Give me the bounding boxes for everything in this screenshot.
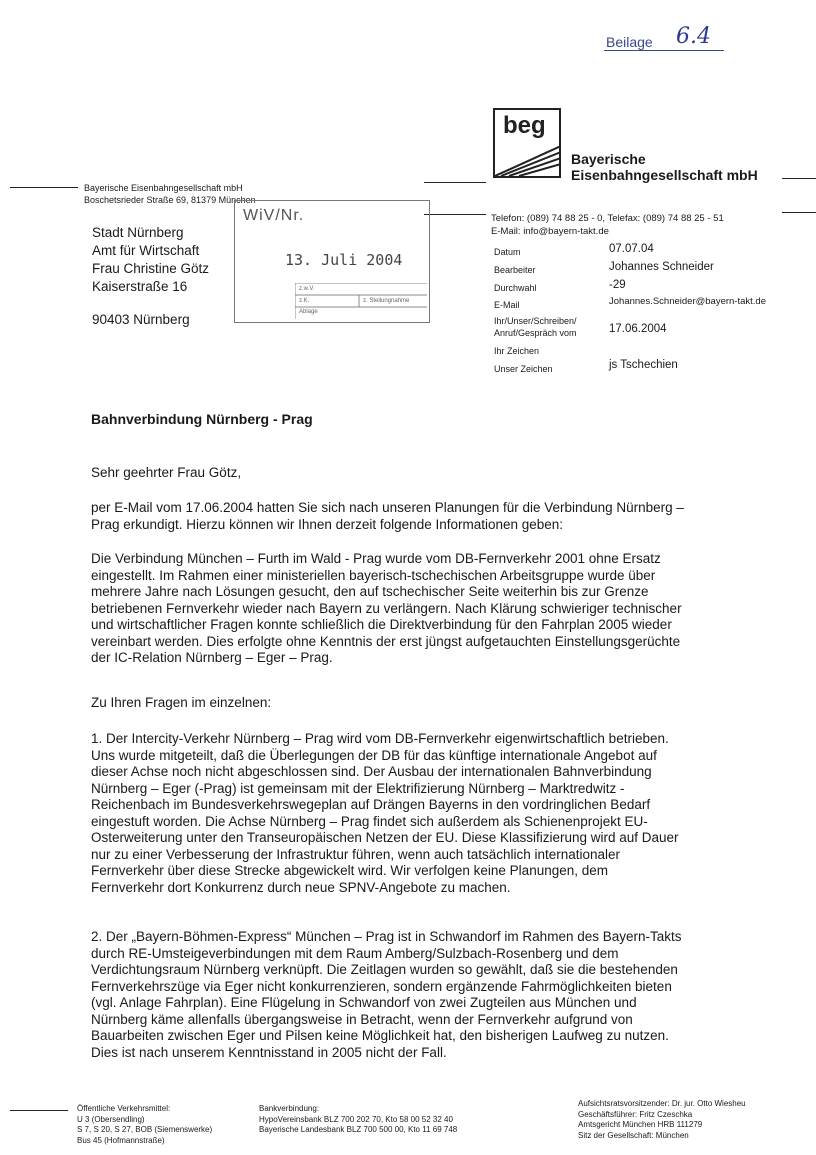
company-contact	[491, 212, 724, 238]
footer-line: U 3 (Obersendling)	[77, 1114, 145, 1124]
our-reference-value: js Tschechien	[609, 359, 678, 371]
body-line: Fernverkehr dort Konkurrenz durch neue SPNV-Angebote zu machen.	[91, 879, 511, 895]
company-logo	[493, 108, 561, 178]
fold-mark-left	[10, 187, 78, 188]
body-line: der IC-Relation Nürnberg – Eger – Prag.	[91, 650, 333, 665]
body-line: Dies ist nach unserem Kenntnisstand in 2005 nicht der Fall.	[91, 1044, 447, 1060]
letter-subject: Bahnverbindung Nürnberg - Prag	[91, 411, 313, 427]
annotation-label: Beilage	[606, 34, 653, 50]
footer-line: Geschäftsführer: Fritz Czeschka	[578, 1109, 693, 1119]
footer-company	[578, 1099, 746, 1141]
letter-greeting: Sehr geehrter Frau Götz,	[91, 465, 242, 480]
date-value: 07.07.04	[609, 243, 654, 255]
stamp-cell: z.w.V.	[299, 286, 315, 292]
body-line: vereinbart werden. Dies erfolgte ohne Kenntnis der erst jüngst aufgetauchten Einstellungsgerüchte	[91, 633, 681, 649]
body-line: und wirtschaftlicher Fragen konnte schließlich die Direktverbindung für den Fahrplan 2005 wieder	[91, 617, 672, 632]
email-label: E-Mail	[494, 300, 520, 310]
stamp-title: WiV/Nr.	[243, 207, 305, 224]
footer-transport	[77, 1104, 212, 1146]
company-name	[571, 151, 758, 183]
recipient-city: 90403 Nürnberg	[92, 312, 190, 327]
body-paragraph-4	[91, 731, 771, 896]
annotation-value: 6.4	[676, 24, 711, 49]
body-paragraph-1	[91, 500, 771, 533]
body-line: eingestuft worden. Die Achse Nürnberg – Prag findet sich außerdem als Schienenprojekt EU-	[91, 813, 648, 829]
reference-label-line2: Anruf/Gespräch vom	[494, 328, 577, 338]
footer-line: Öffentliche Verkehrsmittel:	[77, 1104, 171, 1113]
body-paragraph-3	[91, 695, 771, 712]
body-line: mehrere Jahre nach Lösungen gesucht, den auf tschechischer Seite weiterhin bis zur Grenze	[91, 584, 649, 599]
body-line: Zu Ihren Fragen im einzelnen:	[91, 695, 272, 710]
footer-line: Aufsichtsratsvorsitzender: Dr. jur. Otto Wiesheu	[578, 1099, 746, 1108]
stamp-grid	[295, 283, 427, 319]
editor-label: Bearbeiter	[494, 265, 536, 275]
received-stamp	[234, 200, 430, 323]
recipient-line: Frau Christine Götz	[92, 261, 210, 276]
body-line: Fernverkehr über diese Strecke abgewickelt wird. Wir verfolgen keine Planungen, dem	[91, 863, 609, 878]
footer-fold-mark	[10, 1110, 68, 1111]
body-line: durch RE-Umsteigeverbindungen mit dem Raum Amberg/Sulzbach-Rosenberg und dem	[91, 945, 619, 961]
body-line: (vgl. Anlage Fahrplan). Eine Flügelung in Schwandorf von zwei Zugteilen aus München und	[91, 995, 637, 1010]
body-line: betriebenen Fernverkehr wieder nach Bayern zu verlängern. Nach Klärung schwieriger technischer	[91, 600, 682, 616]
reference-label-line1: Ihr/Unser/Schreiben/	[494, 316, 577, 326]
footer-line: Bayerische Landesbank BLZ 700 500 00, Kto 11 69 748	[259, 1125, 458, 1134]
contact-phone: Telefon: (089) 74 88 25 - 0, Telefax: (089) 74 88 25 - 51	[491, 213, 724, 224]
body-line: 2. Der „Bayern-Böhmen-Express“ München – Prag ist in Schwandorf im Rahmen des Bayern-Takts	[91, 929, 682, 944]
body-line: Fernverkehrszüge via Eger nicht konkurrenzieren, sondern ergänzende Fahrmöglichkeiten bieten	[91, 978, 672, 994]
annotation-underline	[604, 50, 724, 51]
extension-value: -29	[609, 279, 626, 291]
stamp-cell: z.K.	[299, 298, 310, 304]
header-rule-right	[782, 178, 816, 179]
footer-line: HypoVereinsbank BLZ 700 202 70, Kto 58 00 52 32 40	[259, 1114, 453, 1124]
body-line: Bauarbeiten zwischen Eger und Pilsen keine Möglichkeit hat, den bisherigen Laufweg zu nutzen.	[91, 1028, 669, 1043]
body-line: Reichenbach im Bundesverkehrswegeplan auf Drängen Bayerns in den vordringlichen Bedarf	[91, 797, 651, 812]
footer-line: Amtsgericht München HRB 111279	[578, 1120, 703, 1129]
body-line: Die Verbindung München – Furth im Wald - Prag wurde vom DB-Fernverkehr 2001 ohne Ersatz	[91, 551, 661, 566]
company-name-line1: Bayerische	[571, 151, 646, 167]
footer-line: S 7, S 20, S 27, BOB (Siemenswerke)	[77, 1125, 213, 1134]
recipient-line: Amt für Wirtschaft	[92, 243, 200, 258]
stamp-cell: z. Stellungnahme	[363, 298, 410, 304]
stamp-cell: Ablage	[299, 309, 318, 315]
footer-line: Sitz der Gesellschaft: München	[578, 1130, 689, 1140]
body-line: nur zu einer Verbesserung der Infrastruktur führen, wenn auch tatsächlich internationaler	[91, 846, 621, 862]
contact-email: E-Mail: info@bayern-takt.de	[491, 226, 609, 237]
header-rule-middle	[424, 182, 486, 183]
recipient-address	[92, 224, 209, 296]
email-value: Johannes.Schneider@bayern-takt.de	[609, 296, 766, 307]
reference-value: 17.06.2004	[609, 323, 667, 335]
footer-bank	[259, 1104, 457, 1136]
extension-label: Durchwahl	[494, 283, 537, 293]
your-reference-label: Ihr Zeichen	[494, 346, 540, 356]
sender-address	[84, 182, 256, 206]
recipient-line: Kaiserstraße 16	[92, 279, 188, 294]
our-reference-label: Unser Zeichen	[494, 364, 553, 374]
stamp-date: 13. Juli 2004	[285, 251, 403, 269]
body-line: Verdichtungsraum Nürnberg verknüpft. Die Zeitlagen wurden so gewählt, daß sie die bestehenden	[91, 962, 678, 977]
body-line: Uns wurde mitgeteilt, daß die Überlegungen der DB für das künftige internationale Angebot auf	[91, 747, 657, 763]
body-line: Nürnberg käme allenfalls übergangsweise in Betracht, wenn der Fernverkehr aufgrund von	[91, 1011, 633, 1027]
body-paragraph-2	[91, 551, 771, 667]
body-line: Prag erkundigt. Hierzu können wir Ihnen derzeit folgende Informationen geben:	[91, 516, 564, 532]
body-line: Osterweiterung unter den Transeuropäischen Netzen der EU. Diese Klassifizierung wird auf Dauer	[91, 830, 679, 845]
footer-line: Bankverbindung:	[259, 1104, 320, 1113]
footer-line: Bus 45 (Hofmannstraße)	[77, 1135, 165, 1145]
editor-value: Johannes Schneider	[609, 261, 714, 273]
date-label: Datum	[494, 247, 521, 257]
body-line: Nürnberg – Eger (-Prag) ist gemeinsam mit der Elektrifizierung Nürnberg – Marktredwitz -	[91, 780, 625, 796]
body-line: eingestellt. Im Rahmen einer ministeriellen bayerisch-tschechischen Arbeitsgruppe wurde über	[91, 567, 656, 583]
sender-name: Bayerische Eisenbahngesellschaft mbH	[84, 183, 243, 193]
company-name-line2: Eisenbahngesellschaft mbH	[571, 167, 758, 183]
body-paragraph-5	[91, 929, 771, 1061]
contact-rule-left	[424, 214, 486, 215]
contact-rule-right	[782, 212, 816, 213]
recipient-line: Stadt Nürnberg	[92, 225, 184, 240]
body-line: per E-Mail vom 17.06.2004 hatten Sie sich nach unseren Planungen für die Verbindung Nürnberg –	[91, 500, 684, 515]
body-line: dieser Achse noch nicht abgeschlossen sind. Der Ausbau der internationalen Bahnverbindung	[91, 764, 652, 779]
body-line: 1. Der Intercity-Verkehr Nürnberg – Prag wird vom DB-Fernverkehr eigenwirtschaftlich betrieben.	[91, 731, 669, 746]
sender-street: Boschetsrieder Straße 69, 81379 München	[84, 195, 256, 205]
logo-text: beg	[503, 112, 546, 139]
